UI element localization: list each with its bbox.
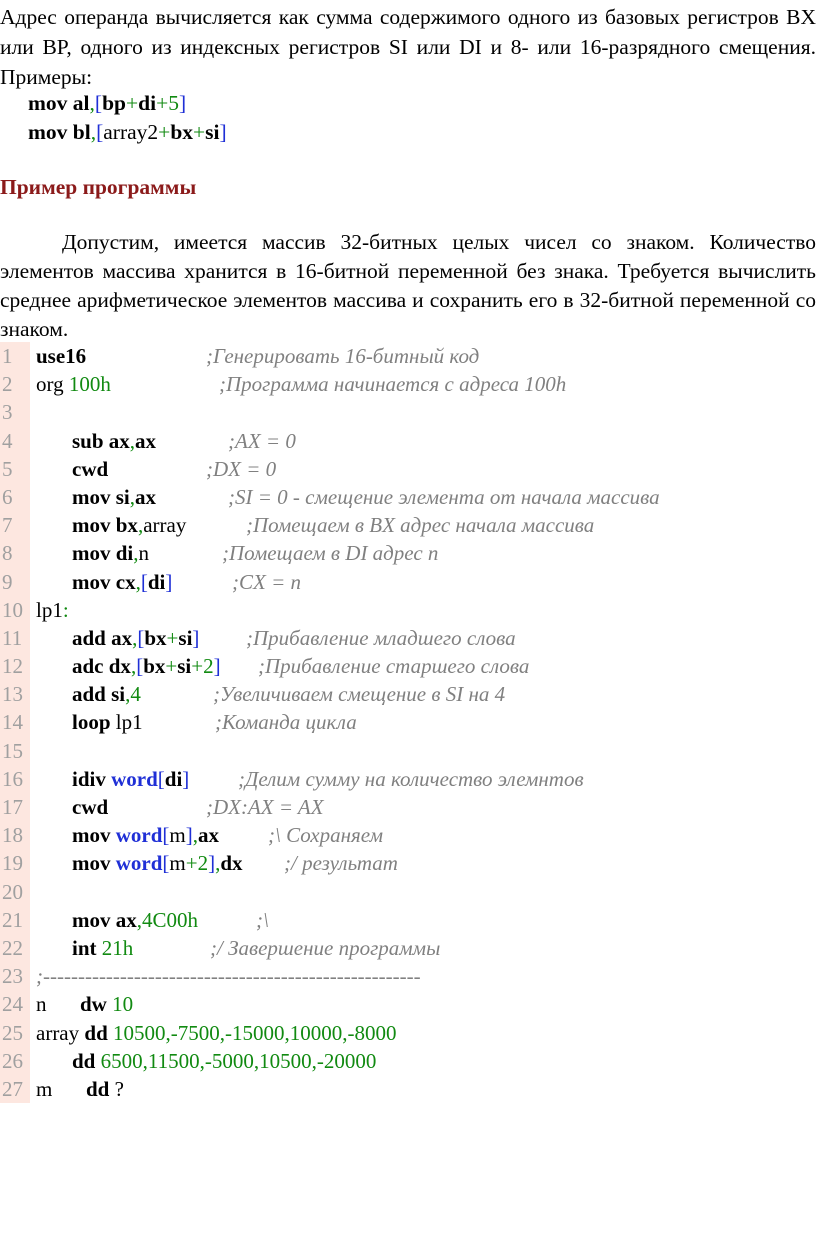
code-comment: ;Помещаем в DI адрес n	[222, 541, 439, 566]
data-directive: dw	[80, 992, 107, 1017]
variable: array	[143, 513, 187, 538]
code-line	[0, 1075, 816, 1103]
code-text	[72, 765, 189, 793]
mnemonic: mov	[72, 823, 116, 848]
line-number: 17	[0, 793, 30, 821]
register: si	[178, 625, 193, 650]
data-directive: dd	[86, 1076, 110, 1101]
register: si	[177, 654, 192, 679]
code-line	[0, 849, 816, 877]
code-text	[72, 652, 221, 680]
code-line	[0, 342, 816, 370]
example-offset: +5	[156, 91, 179, 115]
line-number: 10	[0, 596, 30, 624]
example-register: si	[205, 120, 220, 144]
code-text	[72, 906, 198, 934]
code-comment: ;\ Сохраняем	[268, 823, 384, 848]
register: di	[164, 766, 183, 791]
comma: ,	[133, 541, 139, 566]
code-line	[0, 624, 816, 652]
mnemonic: idiv	[72, 766, 112, 791]
number: 4	[130, 682, 141, 707]
bracket: ]	[185, 823, 193, 848]
section-heading: Пример программы	[0, 175, 197, 199]
example-bracket-open: [	[94, 91, 103, 115]
code-text	[72, 427, 156, 455]
comma: ,	[129, 484, 135, 509]
comma: ,	[215, 851, 221, 876]
example-register: bp	[102, 91, 126, 115]
directive: org	[36, 372, 69, 397]
code-line	[0, 652, 816, 680]
code-comment: ;SI = 0 - смещение элемента от начала массива	[228, 484, 660, 509]
line-number: 18	[0, 821, 30, 849]
bracket: ]	[165, 569, 173, 594]
code-text	[72, 511, 186, 539]
mnemonic: mov	[72, 851, 116, 876]
code-text	[72, 483, 156, 511]
label: lp1	[115, 710, 143, 735]
code-line	[0, 483, 816, 511]
line-number: 26	[0, 1047, 30, 1075]
code-text	[36, 370, 111, 398]
register: ax	[198, 823, 220, 848]
line-number: 23	[0, 962, 30, 990]
code-line	[0, 708, 816, 736]
line-number: 14	[0, 708, 30, 736]
mnemonic: mov cx	[72, 569, 136, 594]
line-number: 9	[0, 568, 30, 596]
register: bx	[144, 625, 167, 650]
colon: :	[62, 597, 69, 622]
line-number: 15	[0, 737, 30, 765]
example-comma: ,	[90, 120, 97, 144]
code-text	[72, 821, 219, 849]
example-mnemonic: mov al	[28, 91, 90, 115]
code-text	[80, 990, 133, 1018]
code-text	[72, 539, 149, 567]
variable: m	[169, 851, 186, 876]
code-comment: ;Команда цикла	[215, 710, 357, 735]
code-line	[0, 370, 816, 398]
code-line	[0, 990, 816, 1018]
code-text	[36, 1075, 52, 1103]
offset: +2	[185, 851, 209, 876]
plus: +	[165, 654, 178, 679]
code-text	[72, 849, 243, 877]
data-directive: dd	[84, 1020, 108, 1045]
code-text	[36, 342, 86, 370]
example-comma: ,	[89, 91, 95, 115]
code-text	[72, 568, 172, 596]
code-comment: ;Увеличиваем смещение в SI на 4	[213, 682, 506, 707]
code-comment: ;Прибавление младшего слова	[246, 625, 516, 650]
example-bracket-open: [	[96, 120, 104, 144]
example-variable: array2	[103, 120, 159, 144]
mnemonic: cwd	[72, 456, 109, 481]
line-number: 20	[0, 878, 30, 906]
uninitialized-value: ?	[114, 1076, 124, 1101]
bracket: [	[157, 766, 165, 791]
line-number: 12	[0, 652, 30, 680]
code-line	[0, 1019, 816, 1047]
code-text	[72, 680, 141, 708]
code-text	[72, 793, 108, 821]
mnemonic: add ax	[72, 625, 133, 650]
code-line	[0, 821, 816, 849]
code-line	[0, 765, 816, 793]
intro-paragraph: Адрес операнда вычисляется как сумма содержимого одного из базовых регистров BX или BP, одного из индексных регистров SI или DI и 8- или 16-разрядного смещения. Примеры:	[0, 5, 816, 89]
comma: ,	[132, 625, 138, 650]
code-comment: ;------------------------------------------------------	[36, 964, 421, 989]
code-line	[0, 568, 816, 596]
code-line	[0, 455, 816, 483]
comma: ,	[136, 907, 142, 932]
code-comment: ;Генерировать 16-битный код	[206, 344, 480, 368]
code-comment: ;AX = 0	[228, 428, 296, 453]
example-bracket-close: ]	[178, 91, 187, 115]
code-text	[72, 1047, 376, 1075]
code-line	[0, 680, 816, 708]
plus: +	[166, 625, 179, 650]
mnemonic: adc dx	[72, 654, 131, 679]
code-comment: ;CX = n	[232, 569, 301, 594]
code-comment: ;\	[256, 907, 269, 932]
line-number: 21	[0, 906, 30, 934]
line-number: 8	[0, 539, 30, 567]
number: 4C00h	[142, 907, 199, 932]
bracket: ]	[208, 851, 216, 876]
line-number: 7	[0, 511, 30, 539]
code-line	[0, 737, 816, 765]
variable: n	[36, 992, 47, 1017]
code-text	[72, 455, 108, 483]
code-line	[0, 962, 816, 990]
mnemonic: loop	[72, 710, 116, 735]
number: 21h	[101, 935, 134, 960]
register: bx	[143, 654, 166, 679]
code-comment: ;DX:AX = AX	[206, 795, 324, 819]
line-number: 22	[0, 934, 30, 962]
line-number: 5	[0, 455, 30, 483]
line-number: 6	[0, 483, 30, 511]
bracket: [	[162, 823, 170, 848]
offset: +2	[191, 654, 214, 679]
comma: ,	[129, 428, 136, 453]
code-comment: ;/ Завершение программы	[210, 935, 441, 960]
example-line-2	[28, 117, 227, 147]
code-text	[36, 596, 69, 624]
line-number: 25	[0, 1019, 30, 1047]
size-keyword: word	[115, 823, 163, 848]
code-line	[0, 539, 816, 567]
line-number: 19	[0, 849, 30, 877]
line-number: 13	[0, 680, 30, 708]
variable: n	[138, 541, 150, 566]
code-text	[72, 708, 143, 736]
code-line	[0, 1047, 816, 1075]
bracket: [	[137, 625, 145, 650]
line-number: 2	[0, 370, 30, 398]
mnemonic: mov si	[72, 484, 130, 509]
code-line	[0, 511, 816, 539]
code-line	[0, 398, 816, 426]
code-line	[0, 906, 816, 934]
code-comment: ;Делим сумму на количество элемнтов	[238, 766, 584, 791]
variable: array	[36, 1020, 85, 1045]
directive: use16	[36, 344, 87, 368]
bracket: [	[136, 654, 144, 679]
register: di	[147, 569, 166, 594]
bracket: ]	[213, 654, 221, 679]
size-keyword: word	[111, 766, 158, 791]
register: ax	[135, 484, 156, 509]
comma: ,	[192, 823, 199, 848]
comma: ,	[125, 682, 131, 707]
code-line	[0, 878, 816, 906]
example-bracket-close: ]	[219, 120, 227, 144]
bracket: ]	[182, 766, 190, 791]
code-comment: ;Прибавление старшего слова	[258, 654, 530, 679]
example-line-1	[28, 88, 186, 118]
code-line	[0, 793, 816, 821]
task-paragraph: Допустим, имеется массив 32-битных целых чисел со знаком. Количество элементов массива хранится в 16-битной переменной без знака. Требуется вычислить среднее арифметическое элементов массива и сохранить его в 32-битной переменной со знаком.	[0, 230, 816, 341]
line-number: 3	[0, 398, 30, 426]
code-line	[0, 596, 816, 624]
comma: ,	[130, 654, 137, 679]
mnemonic: sub ax	[72, 428, 130, 453]
line-number: 24	[0, 990, 30, 1018]
mnemonic: mov di	[72, 541, 134, 566]
mnemonic: add si	[72, 682, 126, 707]
code-comment: ;/ результат	[284, 851, 398, 876]
code-text	[36, 990, 47, 1018]
code-text	[72, 624, 199, 652]
code-text	[86, 1075, 124, 1103]
label: lp1	[36, 597, 63, 622]
mnemonic: mov bx	[72, 513, 138, 538]
code-comment: ;Помещаем в BX адрес начала массива	[246, 513, 595, 538]
number-list: 6500,11500,-5000,10500,-20000	[100, 1048, 377, 1073]
number: 10	[112, 992, 134, 1017]
line-number: 27	[0, 1075, 30, 1103]
code-text	[36, 1019, 396, 1047]
example-plus: +	[125, 91, 139, 115]
size-keyword: word	[115, 851, 163, 876]
line-number: 16	[0, 765, 30, 793]
mnemonic: cwd	[72, 795, 109, 819]
bracket: [	[140, 569, 148, 594]
example-plus: +	[158, 120, 171, 144]
mnemonic: int	[72, 935, 102, 960]
number: 100h	[68, 372, 111, 397]
code-comment: ;Программа начинается с адреса 100h	[219, 372, 567, 397]
number-list: 10500,-7500,-15000,10000,-8000	[113, 1020, 397, 1045]
register: ax	[135, 428, 157, 453]
example-plus: +	[193, 120, 206, 144]
variable: m	[36, 1076, 53, 1101]
bracket: [	[162, 851, 170, 876]
variable: m	[169, 823, 186, 848]
code-line	[0, 934, 816, 962]
example-mnemonic: mov bl	[28, 120, 91, 144]
code-listing	[0, 342, 816, 1103]
example-register: bx	[170, 120, 194, 144]
line-number: 11	[0, 624, 30, 652]
code-comment: ;DX = 0	[206, 456, 277, 481]
code-line	[0, 427, 816, 455]
line-number: 1	[0, 342, 30, 370]
code-text	[72, 934, 133, 962]
comma: ,	[135, 569, 141, 594]
register: dx	[220, 851, 243, 876]
line-number: 4	[0, 427, 30, 455]
example-register: di	[138, 91, 157, 115]
comma: ,	[137, 513, 144, 538]
mnemonic: mov ax	[72, 907, 137, 932]
data-directive: dd	[72, 1048, 96, 1073]
bracket: ]	[192, 625, 200, 650]
